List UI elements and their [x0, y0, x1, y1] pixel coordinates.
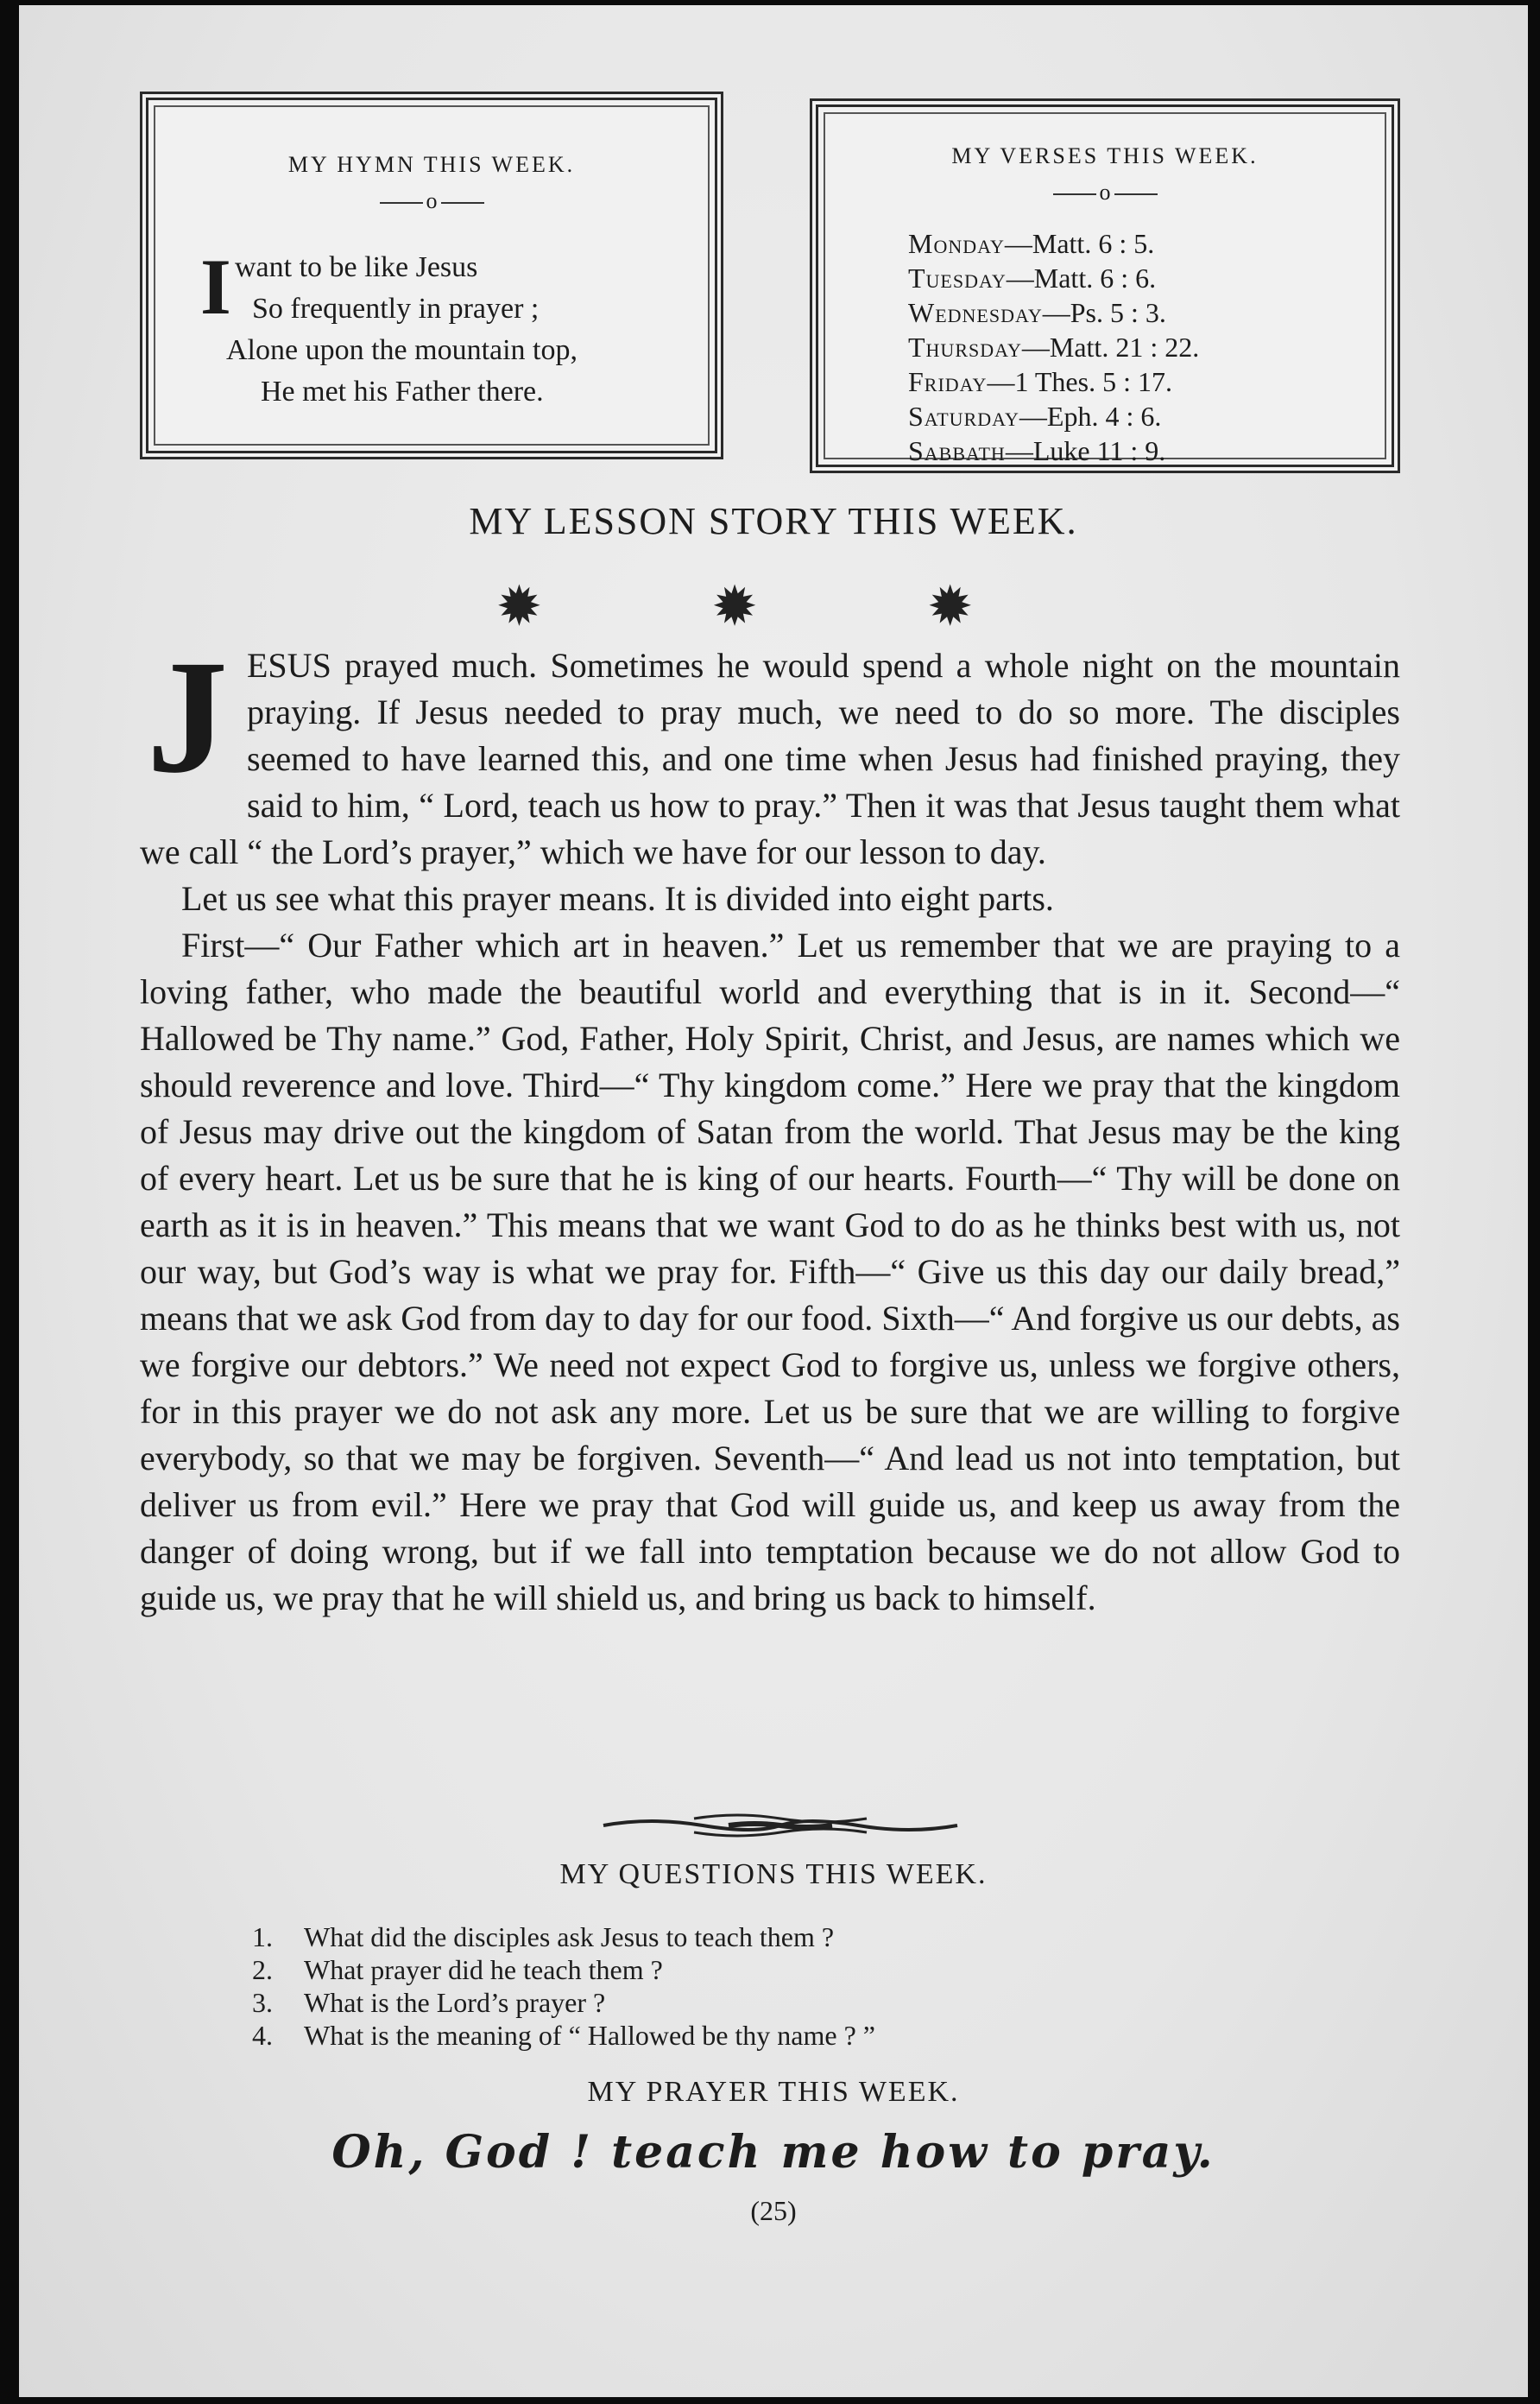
prayer-title: MY PRAYER THIS WEEK. [587, 2076, 960, 2108]
verse-item: Saturday—Eph. 4 : 6. [908, 401, 1162, 432]
hymn-verse [200, 243, 578, 413]
verse-item: Sabbath—Luke 11 : 9. [908, 435, 1166, 466]
question-item: 3. What is the Lord’s prayer ? [252, 1987, 606, 2018]
wave-divider-ornament [599, 1805, 962, 1846]
verses-list [908, 226, 1199, 468]
hymn-line: want to be like Jesus [235, 251, 478, 283]
verses-title: MY VERSES THIS WEEK. [951, 143, 1259, 168]
verse-item: Wednesday—Ps. 5 : 3. [908, 297, 1166, 328]
questions-title: MY QUESTIONS THIS WEEK. [559, 1858, 988, 1890]
story-paragraph: JESUS prayed much. Sometimes he would spend a whole night on the mountain praying. If Jesus needed to pray much, we need to do so more. The disciples seemed to have learned this, and one time when Jesus had finished praying, they said to him, “ Lord, teach us how to pray.” Then it was that Jesus taught them what we call “ the Lord’s prayer,” which we have for our lesson to day. [140, 626, 1400, 871]
hymn-initial: I [200, 243, 231, 331]
star-ornaments: ✹ ✹ ✹ [495, 576, 1051, 637]
verse-item: Friday—1 Thes. 5 : 17. [908, 366, 1172, 397]
hymn-separator: o [148, 188, 715, 214]
lesson-title: MY LESSON STORY THIS WEEK. [469, 500, 1078, 542]
prayer-text: Oh, God ! teach me how to pray. [331, 2126, 1215, 2179]
question-item: 2. What prayer did he teach them ? [252, 1954, 663, 1985]
story-paragraph: First—“ Our Father which art in heaven.” Let us remember that we are praying to a loving father, who made the beautiful world and everything that is in it. Second—“ Hallowed be Thy name.” God, Father, Holy Spirit, Christ, and Jesus, are names which we should reverence and love. Third—“ Thy kingdom come.” Here we pray that the kingdom of Jesus may drive out the kingdom of Satan from the world. That Jesus may be the king of every heart. Let us be sure that he is king of our hearts. Fourth—“ Thy will be done on earth as it is in heaven.” This means that we want God to do as he thinks best with us, not our way, but God’s way is what we pray for. Fifth—“ Give us this day our daily bread,” means that we ask God from day to day for our food. Sixth—“ And forgive us our debts, as we forgive our debtors.” We need not expect God to forgive us, unless we forgive others, for in this prayer we do not ask any more. Let us be sure that we are willing to forgive everybody, so that we may be forgiven. Seventh—“ And lead us not into temptation, but deliver us from evil.” Here we pray that God will guide us, and keep us away from the danger of doing wrong, but if we fall into temptation because we do not allow God to guide us, we pray that he will shield us, and bring us back to himself. [140, 926, 1400, 1617]
book-page [19, 5, 1528, 2397]
hymn-box [140, 92, 723, 459]
verse-item: Thursday—Matt. 21 : 22. [908, 332, 1200, 363]
lesson-story [140, 626, 1400, 1622]
verse-item: Monday—Matt. 6 : 5. [908, 228, 1155, 259]
hymn-line: He met his Father there. [261, 376, 544, 408]
hymn-title: MY HYMN THIS WEEK. [287, 152, 576, 177]
hymn-line: So frequently in prayer ; [252, 293, 540, 325]
questions-list [252, 1920, 875, 2052]
question-item: 1. What did the disciples ask Jesus to teach them ? [252, 1921, 835, 1952]
story-paragraph: Let us see what this prayer means. It is divided into eight parts. [181, 879, 1054, 918]
drop-cap: J [147, 626, 228, 807]
page-number: (25) [750, 2195, 797, 2226]
hymn-line: Alone upon the mountain top, [226, 334, 578, 366]
question-item: 4. What is the meaning of “ Hallowed be thy name ? ” [252, 2020, 875, 2051]
verses-box [810, 98, 1400, 473]
verse-item: Tuesday—Matt. 6 : 6. [908, 263, 1157, 294]
verses-separator: o [818, 180, 1392, 206]
